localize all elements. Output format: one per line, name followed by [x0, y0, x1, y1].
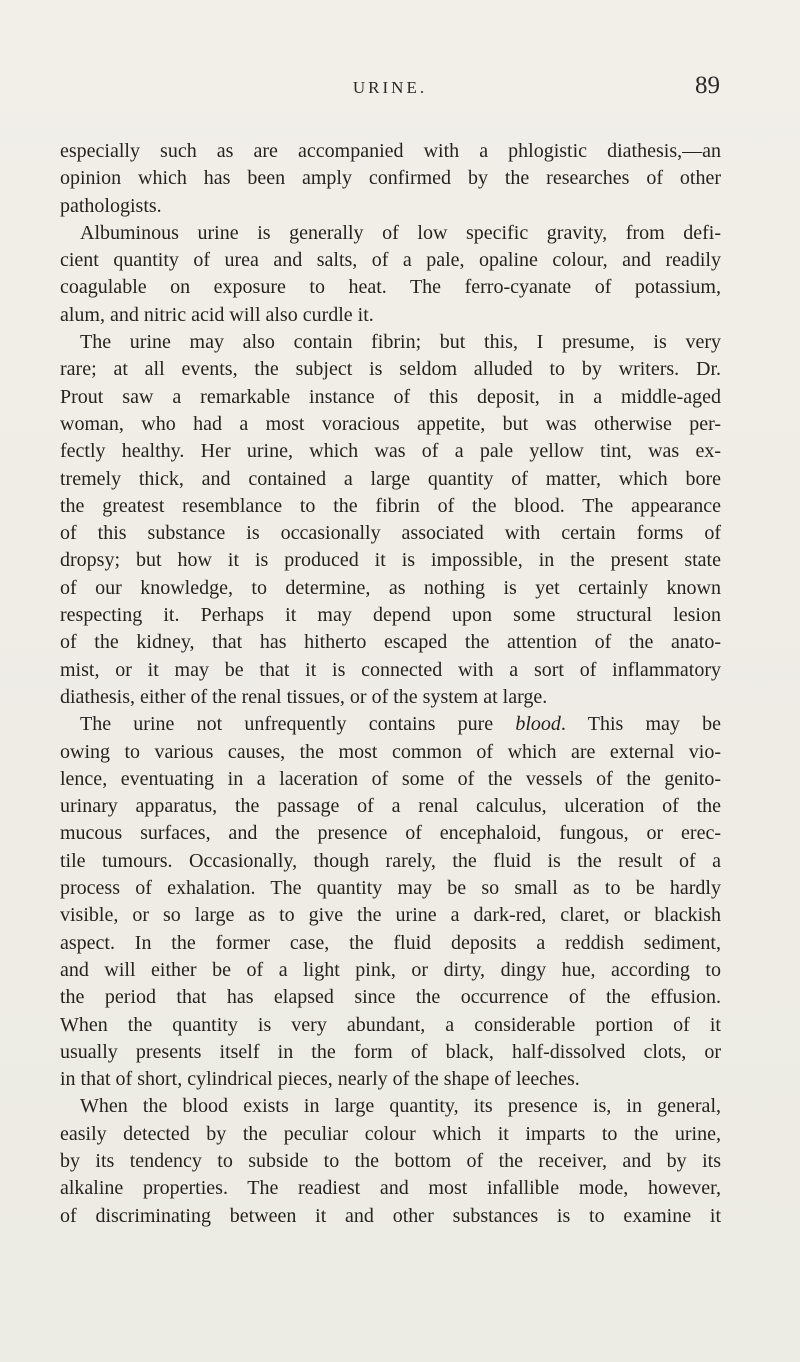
body-text [60, 138, 721, 1230]
text-line: woman, who had a most voracious appetite, but was otherwise per- [60, 412, 721, 435]
running-head [60, 72, 720, 108]
text-line: tile tumours. Occasionally, though rarely, the fluid is the result of a [60, 849, 721, 872]
text-line: of the kidney, that has hitherto escaped the attention of the anato- [60, 631, 721, 654]
paragraph [60, 329, 721, 711]
text-line: lence, eventuating in a laceration of some of the vessels of the genito- [60, 767, 721, 790]
paragraph [60, 138, 721, 220]
text-line: coagulable on exposure to heat. The ferro-cyanate of potassium, [60, 276, 721, 299]
text-line: urinary apparatus, the passage of a renal calculus, ulceration of the [60, 795, 721, 818]
text-line: pathologists. [60, 194, 162, 217]
text-line: tremely thick, and contained a large quantity of matter, which bore [60, 467, 721, 490]
text-line: mucous surfaces, and the presence of encephaloid, fungous, or erec- [60, 822, 721, 845]
text-line: rare; at all events, the subject is seldom alluded to by writers. Dr. [60, 358, 721, 381]
paragraph [60, 220, 721, 329]
text-line: The urine may also contain fibrin; but this, I presume, is very [80, 331, 721, 354]
text-line: opinion which has been amply confirmed by the researches of other [60, 167, 721, 190]
text-line: easily detected by the peculiar colour which it imparts to the urine, [60, 1122, 721, 1145]
text-line: fectly healthy. Her urine, which was of a pale yellow tint, was ex- [60, 440, 721, 463]
text-line: by its tendency to subside to the bottom of the receiver, and by its [60, 1149, 721, 1172]
paragraph [60, 1093, 721, 1229]
text-line: alkaline properties. The readiest and most infallible mode, however, [60, 1177, 721, 1200]
page-number: 89 [695, 72, 720, 99]
text-line: owing to various causes, the most common of which are external vio- [60, 740, 721, 763]
paragraph [60, 711, 721, 1093]
text-line: alum, and nitric acid will also curdle it. [60, 303, 374, 326]
text-line: especially such as are accompanied with a phlogistic diathesis,—an [60, 140, 721, 162]
text-line: Albuminous urine is generally of low specific gravity, from defi- [80, 221, 721, 244]
text-line: mist, or it may be that it is connected with a sort of inflammatory [60, 658, 721, 681]
text-line: of our knowledge, to determine, as nothing is yet certainly known [60, 576, 721, 599]
text-line: the period that has elapsed since the occurrence of the effusion. [60, 986, 721, 1009]
text-line: and will either be of a light pink, or dirty, dingy hue, according to [60, 958, 721, 981]
text-line: of discriminating between it and other substances is to examine it [60, 1204, 721, 1227]
text-line: When the quantity is very abundant, a considerable portion of it [60, 1013, 721, 1036]
text-line: in that of short, cylindrical pieces, nearly of the shape of leeches. [60, 1068, 580, 1091]
text-line: respecting it. Perhaps it may depend upon some structural lesion [60, 604, 721, 627]
text-line: Prout saw a remarkable instance of this deposit, in a middle-aged [60, 385, 721, 408]
running-title: URINE. [352, 78, 428, 97]
text-line: diathesis, either of the renal tissues, or of the system at large. [60, 685, 548, 708]
text-line: When the blood exists in large quantity, its presence is, in general, [80, 1095, 721, 1118]
text-line: visible, or so large as to give the urine a dark-red, claret, or blackish [60, 904, 721, 927]
text-line: usually presents itself in the form of black, half-dissolved clots, or [60, 1040, 721, 1063]
text-line: process of exhalation. The quantity may be so small as to be hardly [60, 877, 721, 900]
text-line: the greatest resemblance to the fibrin of the blood. The appearance [60, 494, 721, 517]
text-line: of this substance is occasionally associated with certain forms of [60, 522, 721, 545]
text-line: aspect. In the former case, the fluid deposits a reddish sediment, [60, 931, 721, 954]
text-line: cient quantity of urea and salts, of a pale, opaline colour, and readily [60, 249, 721, 272]
text-line: dropsy; but how it is produced it is impossible, in the present state [60, 549, 721, 572]
text-line: The urine not unfrequently contains pure blood. This may be [80, 713, 721, 736]
